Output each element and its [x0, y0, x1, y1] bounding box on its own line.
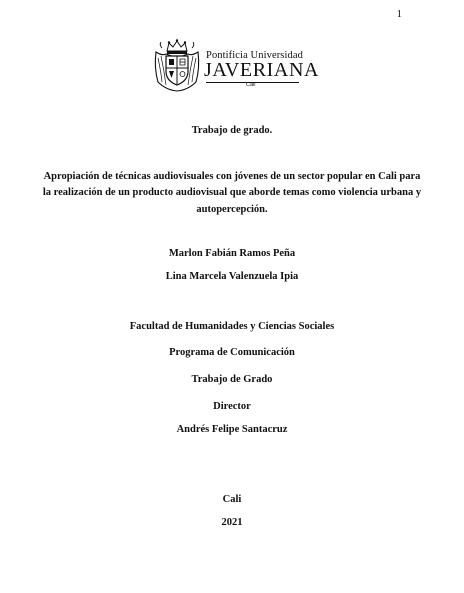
- logo-city: Cali: [246, 82, 256, 88]
- faculty-name: Facultad de Humanidades y Ciencias Sociales: [129, 321, 335, 332]
- year: 2021: [221, 517, 243, 528]
- author-1: Marlon Fabián Ramos Peña: [168, 248, 296, 259]
- title-line-1: Apropiación de técnicas audiovisuales con jóvenes de un sector popular en Cali para: [43, 171, 421, 182]
- logo-university-line: Pontificia Universidad: [206, 50, 303, 61]
- document-heading: Trabajo de grado.: [191, 125, 273, 136]
- author-2: Lina Marcela Valenzuela Ipia: [165, 271, 299, 282]
- page-number: 1: [396, 8, 402, 20]
- university-crest-icon: [152, 38, 202, 92]
- city: Cali: [222, 494, 242, 505]
- title-line-3: autopercepción.: [196, 204, 268, 215]
- university-logo: [152, 36, 320, 92]
- title-line-2: la realización de un producto audiovisual que aborde temas como violencia urbana y: [42, 187, 422, 198]
- work-type: Trabajo de Grado: [191, 374, 273, 385]
- director-name: Andrés Felipe Santacruz: [176, 424, 288, 435]
- director-label: Director: [213, 401, 251, 412]
- program-name: Programa de Comunicación: [169, 347, 295, 358]
- logo-javeriana-wordmark: JAVERIANA: [204, 59, 320, 81]
